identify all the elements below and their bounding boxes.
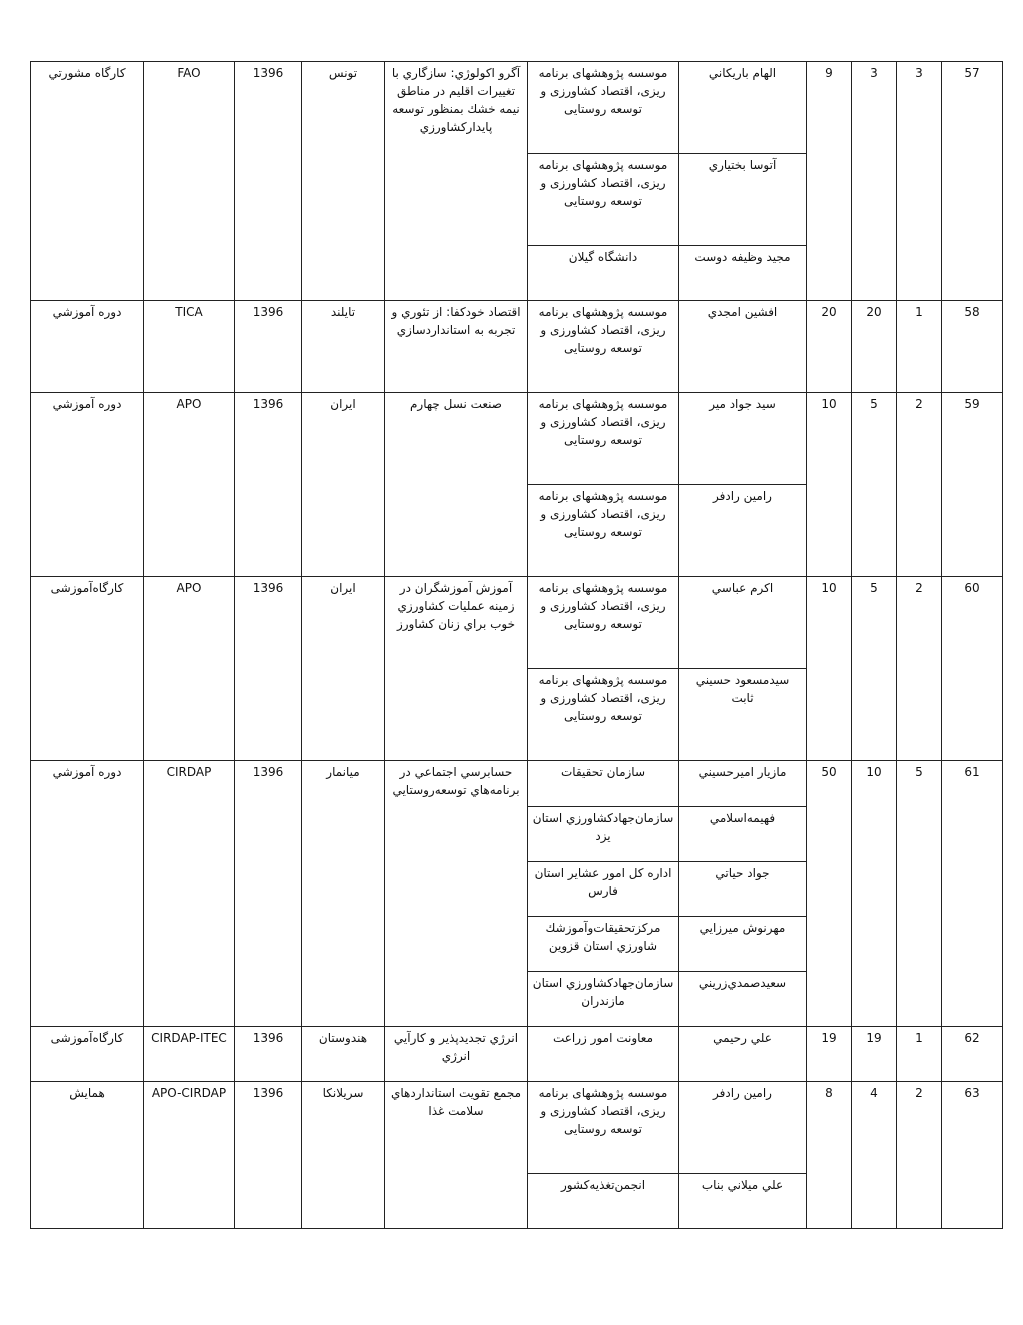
row-number-cell: 57 — [942, 62, 1003, 301]
count-a-cell: 2 — [897, 393, 942, 577]
participant-org-cell: موسسه پژوهشهای برنامه ریزی، اقتصاد کشاورزی و توسعه روستایی — [528, 577, 679, 669]
count-c-cell: 8 — [807, 1082, 852, 1229]
event-type-cell: دوره آموزشي — [31, 393, 144, 577]
participant-org-cell: موسسه پژوهشهای برنامه ریزی، اقتصاد کشاورزی و توسعه روستایی — [528, 62, 679, 154]
count-a-cell: 1 — [897, 301, 942, 393]
year-cell: 1396 — [235, 1027, 302, 1082]
count-c-cell: 19 — [807, 1027, 852, 1082]
participant-name-cell: مجيد وظيفه دوست — [679, 246, 807, 301]
count-a-cell: 2 — [897, 577, 942, 761]
participant-name-cell: افشين امجدي — [679, 301, 807, 393]
table-row — [31, 577, 1003, 669]
count-a-cell: 1 — [897, 1027, 942, 1082]
row-number-cell: 58 — [942, 301, 1003, 393]
event-type-cell: دوره آموزشي — [31, 761, 144, 1027]
table-row — [31, 1027, 1003, 1082]
participant-org-cell: موسسه پژوهشهای برنامه ریزی، اقتصاد کشاورزی و توسعه روستایی — [528, 669, 679, 761]
year-cell: 1396 — [235, 301, 302, 393]
participant-org-cell: سازمان‌جهادكشاورزي استان مازندران — [528, 972, 679, 1027]
event-type-cell: دوره آموزشي — [31, 301, 144, 393]
participant-name-cell: جواد حياتي — [679, 862, 807, 917]
organizer-cell: APO-CIRDAP — [144, 1082, 235, 1229]
participant-name-cell: الهام باريكاني — [679, 62, 807, 154]
event-type-cell: همايش — [31, 1082, 144, 1229]
count-c-cell: 10 — [807, 577, 852, 761]
row-number-cell: 60 — [942, 577, 1003, 761]
participant-org-cell: اداره كل امور عشاير استان فارس — [528, 862, 679, 917]
participant-org-cell: سازمان تحقيقات — [528, 761, 679, 807]
count-c-cell: 20 — [807, 301, 852, 393]
year-cell: 1396 — [235, 393, 302, 577]
event-type-cell: كارگاه‌آموزشی — [31, 577, 144, 761]
event-type-cell: كارگاه مشورتي — [31, 62, 144, 301]
participant-name-cell: فهيمه‌اسلامي — [679, 807, 807, 862]
participant-name-cell: علي رحيمي — [679, 1027, 807, 1082]
course-title-cell: انرژي تجديدپذير و كارآيي انرژي — [385, 1027, 528, 1082]
count-b-cell: 4 — [852, 1082, 897, 1229]
participant-org-cell: موسسه پژوهشهای برنامه ریزی، اقتصاد کشاورزی و توسعه روستایی — [528, 154, 679, 246]
organizer-cell: FAO — [144, 62, 235, 301]
participant-org-cell: دانشگاه گيلان — [528, 246, 679, 301]
table-body — [31, 62, 1003, 1229]
row-number-cell: 63 — [942, 1082, 1003, 1229]
organizer-cell: CIRDAP — [144, 761, 235, 1027]
course-title-cell: آگرو اكولوژي: سازگاري با تغييرات اقليم در مناطق نيمه خشك بمنظور توسعه پايداركشاورزي — [385, 62, 528, 301]
country-cell: تونس — [302, 62, 385, 301]
country-cell: ميانمار — [302, 761, 385, 1027]
participant-name-cell: آتوسا بختياري — [679, 154, 807, 246]
participant-org-cell: موسسه پژوهشهای برنامه ریزی، اقتصاد کشاورزی و توسعه روستایی — [528, 393, 679, 485]
year-cell: 1396 — [235, 1082, 302, 1229]
participant-name-cell: رامين رادفر — [679, 485, 807, 577]
participant-name-cell: سيدمسعود حسيني ثابت — [679, 669, 807, 761]
course-title-cell: آموزش آموزشگران در زمينه عمليات كشاورزي خوب براي زنان كشاورز — [385, 577, 528, 761]
country-cell: ايران — [302, 393, 385, 577]
count-b-cell: 19 — [852, 1027, 897, 1082]
participant-org-cell: موسسه پژوهشهای برنامه ریزی، اقتصاد کشاورزی و توسعه روستایی — [528, 301, 679, 393]
participant-org-cell: سازمان‌جهادكشاورزي استان يزد — [528, 807, 679, 862]
participant-name-cell: مازيار اميرحسيني — [679, 761, 807, 807]
organizer-cell: TICA — [144, 301, 235, 393]
count-c-cell: 50 — [807, 761, 852, 1027]
count-c-cell: 10 — [807, 393, 852, 577]
count-a-cell: 2 — [897, 1082, 942, 1229]
row-number-cell: 61 — [942, 761, 1003, 1027]
organizer-cell: APO — [144, 393, 235, 577]
organizer-cell: APO — [144, 577, 235, 761]
year-cell: 1396 — [235, 577, 302, 761]
participant-org-cell: معاونت امور زراعت — [528, 1027, 679, 1082]
table-row — [31, 761, 1003, 807]
participant-org-cell: موسسه پژوهشهای برنامه ریزی، اقتصاد کشاورزی و توسعه روستایی — [528, 1082, 679, 1174]
participant-org-cell: موسسه پژوهشهای برنامه ریزی، اقتصاد کشاورزی و توسعه روستایی — [528, 485, 679, 577]
organizer-cell: CIRDAP-ITEC — [144, 1027, 235, 1082]
course-title-cell: مجمع تقويت استانداردهاي سلامت غذا — [385, 1082, 528, 1229]
event-type-cell: كارگاه‌آموزشی — [31, 1027, 144, 1082]
count-b-cell: 5 — [852, 393, 897, 577]
country-cell: هندوستان — [302, 1027, 385, 1082]
count-c-cell: 9 — [807, 62, 852, 301]
count-b-cell: 3 — [852, 62, 897, 301]
table-row — [31, 62, 1003, 154]
participant-name-cell: سيد جواد مير — [679, 393, 807, 485]
participant-name-cell: رامين رادفر — [679, 1082, 807, 1174]
table-row — [31, 1082, 1003, 1174]
participants-table — [30, 61, 1003, 1229]
count-b-cell: 20 — [852, 301, 897, 393]
course-title-cell: حسابرسي اجتماعي در برنامه‌هاي توسعه‌روستايي — [385, 761, 528, 1027]
count-a-cell: 3 — [897, 62, 942, 301]
participant-name-cell: اكرم عباسي — [679, 577, 807, 669]
year-cell: 1396 — [235, 761, 302, 1027]
course-title-cell: صنعت نسل چهارم — [385, 393, 528, 577]
country-cell: سريلانكا — [302, 1082, 385, 1229]
participant-org-cell: انجمن‌تغذيه‌كشور — [528, 1174, 679, 1229]
participant-name-cell: سعيدصمدي‌زريني — [679, 972, 807, 1027]
count-b-cell: 5 — [852, 577, 897, 761]
table-row — [31, 301, 1003, 393]
count-b-cell: 10 — [852, 761, 897, 1027]
row-number-cell: 59 — [942, 393, 1003, 577]
course-title-cell: اقتصاد خودكفا: از تئوري و تجربه به استانداردسازي — [385, 301, 528, 393]
row-number-cell: 62 — [942, 1027, 1003, 1082]
participant-org-cell: مركزتحقيقات‌وآموزشك شاورزي استان قزوين — [528, 917, 679, 972]
year-cell: 1396 — [235, 62, 302, 301]
table-row — [31, 393, 1003, 485]
country-cell: تايلند — [302, 301, 385, 393]
participant-name-cell: مهرنوش ميرزايي — [679, 917, 807, 972]
count-a-cell: 5 — [897, 761, 942, 1027]
country-cell: ايران — [302, 577, 385, 761]
participant-name-cell: علي ميلاني بناب — [679, 1174, 807, 1229]
